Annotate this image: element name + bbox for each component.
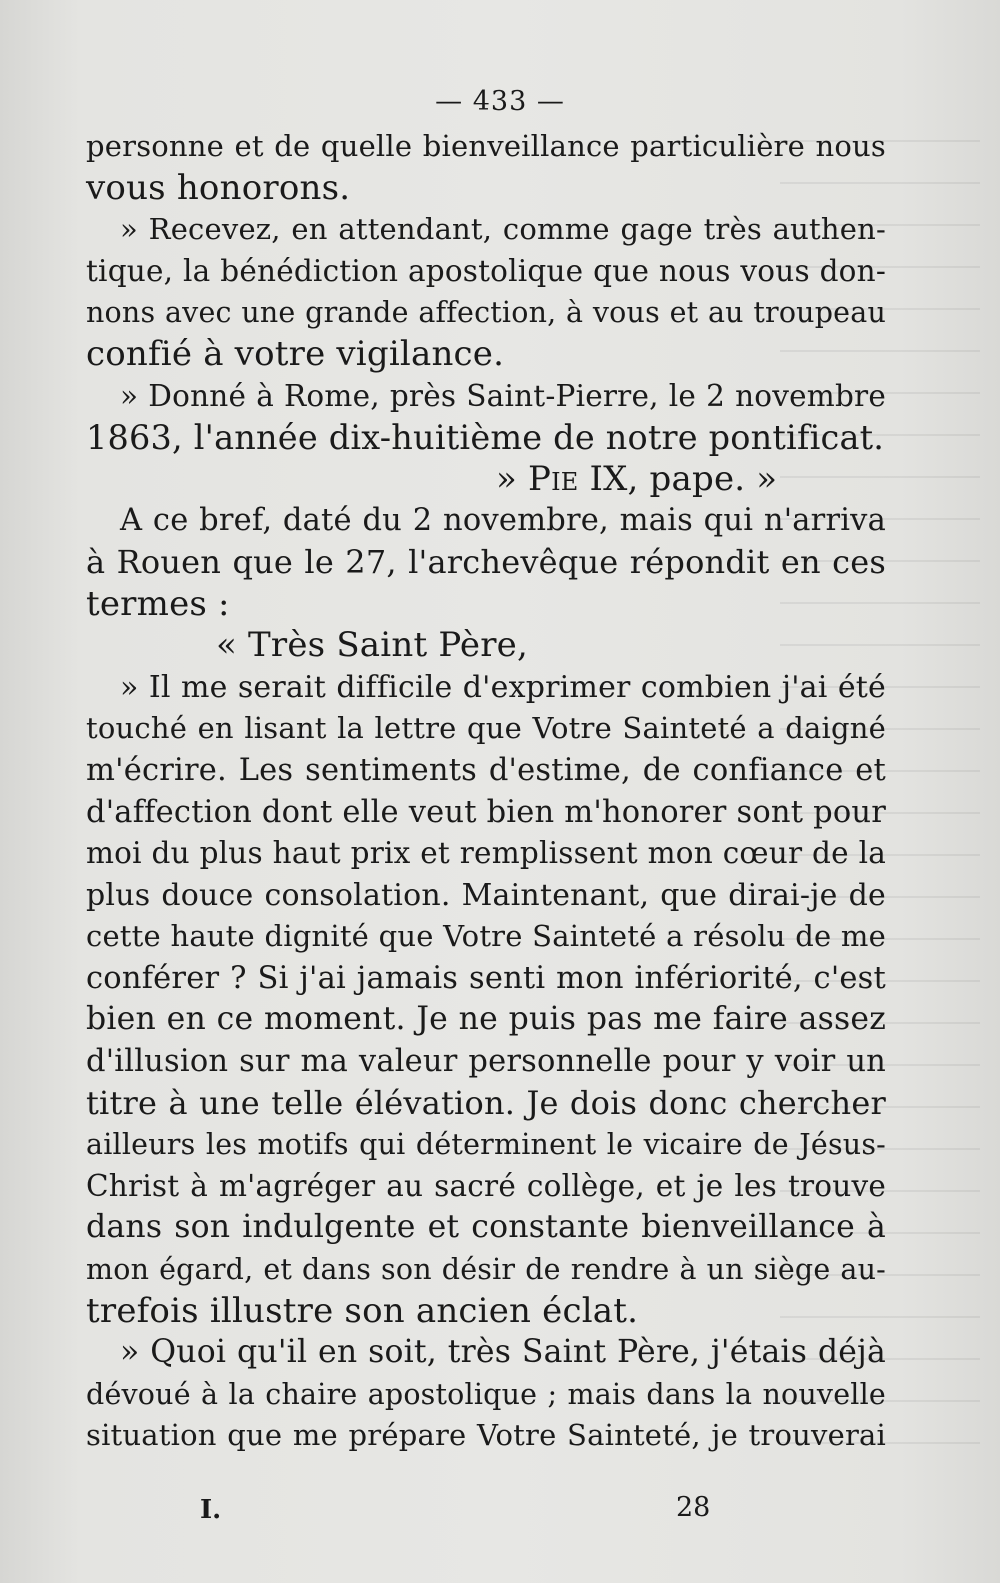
signature-mark: I. <box>200 1495 222 1525</box>
text-line: dans son indulgente et constante bienveillance à <box>86 1209 886 1246</box>
page-number: — 433 — <box>435 86 565 117</box>
text-line: 1863, l'année dix-huitième de notre pontificat. <box>86 418 885 458</box>
text-line: » Recevez, en attendant, comme gage très authen- <box>120 212 886 247</box>
text-line: » Donné à Rome, près Saint-Pierre, le 2 novembre <box>120 378 886 413</box>
text-line: confié à votre vigilance. <box>86 333 505 374</box>
sheet-number: 28 <box>676 1492 711 1523</box>
text-line: situation que me prépare Votre Sainteté, je trouverai <box>86 1418 886 1453</box>
text-line: termes : <box>86 583 230 624</box>
text-line: » Il me serait difficile d'exprimer combien j'ai été <box>120 669 886 705</box>
text-line: titre à une telle élévation. Je dois donc chercher <box>86 1083 886 1122</box>
text-line: plus douce consolation. Maintenant, que dirai-je de <box>86 877 886 913</box>
text-line: d'affection dont elle veut bien m'honorer sont pour <box>86 794 886 830</box>
text-line: dévoué à la chaire apostolique ; mais dans la nouvelle <box>86 1377 886 1411</box>
text-line: Christ à m'agréger au sacré collège, et je les trouve <box>86 1168 886 1203</box>
body-text <box>86 126 886 1457</box>
text-line: A ce bref, daté du 2 novembre, mais qui n'arriva <box>120 503 886 539</box>
text-line: m'écrire. Les sentiments d'estime, de confiance et <box>86 752 886 788</box>
text-line: cette haute dignité que Votre Sainteté a résolu de me <box>86 919 886 954</box>
text-line: à Rouen que le 27, l'archevêque répondit en ces <box>86 542 886 581</box>
text-line: trefois illustre son ancien éclat. <box>86 1290 639 1331</box>
text-line: d'illusion sur ma valeur personnelle pour y voir un <box>86 1044 886 1080</box>
text-line: « Très Saint Père, <box>216 625 528 666</box>
text-line: nons avec une grande affection, à vous et au troupeau <box>86 296 886 330</box>
text-line: vous honorons. <box>86 167 351 208</box>
text-line: conférer ? Si j'ai jamais senti mon infériorité, c'est <box>86 960 886 996</box>
text-line: ailleurs les motifs qui déterminent le vicaire de Jésus- <box>86 1128 886 1162</box>
pope-name: Pie <box>528 458 579 499</box>
text-line: moi du plus haut prix et remplissent mon cœur de la <box>86 836 886 871</box>
text-line: mon égard, et dans son désir de rendre à un siège au- <box>86 1253 886 1287</box>
text-line: » Pie IX, pape. » <box>496 458 778 499</box>
text-line: tique, la bénédiction apostolique que nous vous don- <box>86 253 886 288</box>
text-line: touché en lisant la lettre que Votre Sainteté a daigné <box>86 711 886 746</box>
text-line: bien en ce moment. Je ne puis pas me faire assez <box>86 1001 886 1038</box>
text-line: » Quoi qu'il en soit, très Saint Père, j'étais déjà <box>120 1334 886 1371</box>
text-line: personne et de quelle bienveillance particulière nous <box>86 129 886 163</box>
